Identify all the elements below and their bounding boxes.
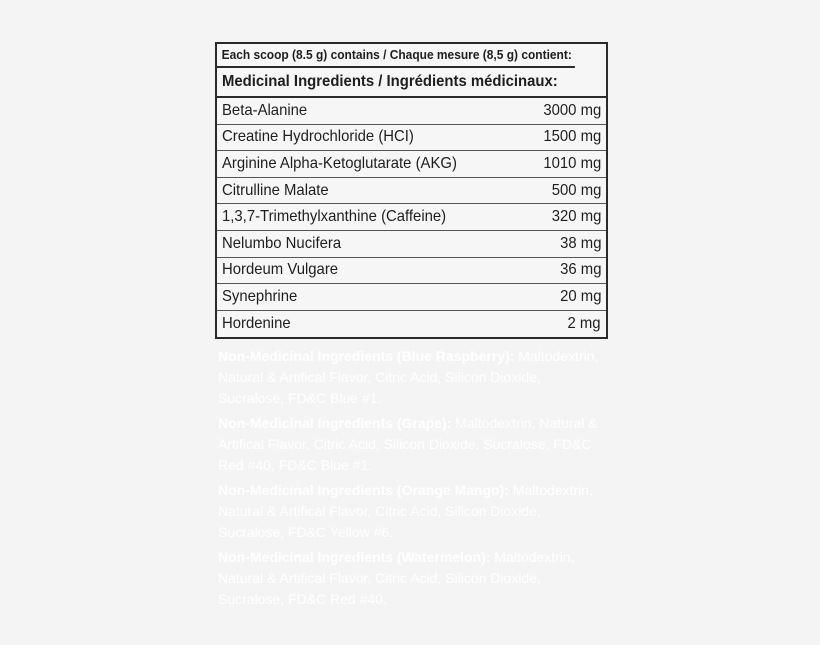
- serving-size-line: Each scoop (8.5 g) contains / Chaque mesure (8,5 g) contient:: [217, 44, 575, 68]
- non-medicinal-ingredients: [218, 346, 610, 614]
- ingredient-name: Hordeum Vulgare: [222, 261, 339, 279]
- non-medicinal-label: Non-Medicinal Ingredients (Watermelon):: [218, 549, 491, 565]
- non-medicinal-label: Non-Medicinal Ingredients (Blue Raspberry):: [218, 348, 515, 364]
- ingredient-name: Creatine Hydrochloride (HCI): [222, 128, 414, 146]
- non-medicinal-text: Maltodextrin, Natural & Artifical Flavor, Citric Acid, Silicon Dioxide, Sucralose, FD&C Blue #1.: [218, 348, 599, 406]
- ingredient-amount: 36 mg: [559, 261, 601, 279]
- ingredient-row: [217, 231, 606, 258]
- ingredient-amount: 500 mg: [551, 181, 601, 199]
- ingredient-name: 1,3,7-Trimethylxanthine (Caffeine): [222, 208, 447, 226]
- ingredient-row: [217, 178, 606, 205]
- supplement-facts-panel: [215, 42, 608, 339]
- medicinal-ingredients-heading: [217, 68, 606, 98]
- ingredient-row: [217, 284, 606, 311]
- ingredient-name: Beta-Alanine: [222, 101, 308, 119]
- ingredient-amount: 2 mg: [567, 315, 601, 333]
- ingredient-row: [217, 151, 606, 178]
- non-medicinal-paragraph: [218, 346, 610, 409]
- ingredient-amount: 3000 mg: [543, 101, 601, 119]
- ingredient-name: Arginine Alpha-Ketoglutarate (AKG): [222, 154, 457, 172]
- non-medicinal-paragraph: [218, 480, 610, 543]
- non-medicinal-paragraph: [218, 413, 610, 476]
- non-medicinal-text: Maltodextrin, Natural & Artifical Flavor, Citric Acid, Silicon Dioxide, Sucralose, FD&C Red #40.: [218, 549, 575, 607]
- ingredient-name: Citrulline Malate: [222, 181, 329, 199]
- ingredient-row: [217, 258, 606, 285]
- ingredient-amount: 20 mg: [559, 287, 601, 305]
- non-medicinal-text: Maltodextrin, Natural & Artifical Flavor, Citric Acid, Silicon Dioxide, Sucralose, FD&C Red #40, FD&C Blue #1.: [218, 415, 598, 473]
- ingredient-amount: 320 mg: [551, 208, 601, 226]
- non-medicinal-paragraph: [218, 547, 610, 610]
- ingredient-amount: 38 mg: [559, 234, 601, 252]
- ingredient-name: Hordenine: [222, 315, 291, 333]
- non-medicinal-label: Non-Medicinal Ingredients (Orange Mango):: [218, 482, 509, 498]
- ingredient-name: Nelumbo Nucifera: [222, 234, 342, 252]
- ingredient-row: [217, 125, 606, 152]
- non-medicinal-text: Maltodextrin, Natural & Artifical Flavor, Citric Acid, Silicon Dioxide, Sucralose, FD&C Yellow #6.: [218, 482, 593, 540]
- heading-text: Medicinal Ingredients / Ingrédients médicinaux:: [222, 73, 558, 90]
- ingredient-amount: 1010 mg: [543, 154, 601, 172]
- non-medicinal-label: Non-Medicinal Ingredients (Grape):: [218, 415, 452, 431]
- ingredient-amount: 1500 mg: [543, 128, 601, 146]
- ingredient-name: Synephrine: [222, 287, 298, 305]
- ingredient-row: [217, 311, 606, 338]
- ingredient-row: [217, 98, 606, 125]
- ingredient-row: [217, 204, 606, 231]
